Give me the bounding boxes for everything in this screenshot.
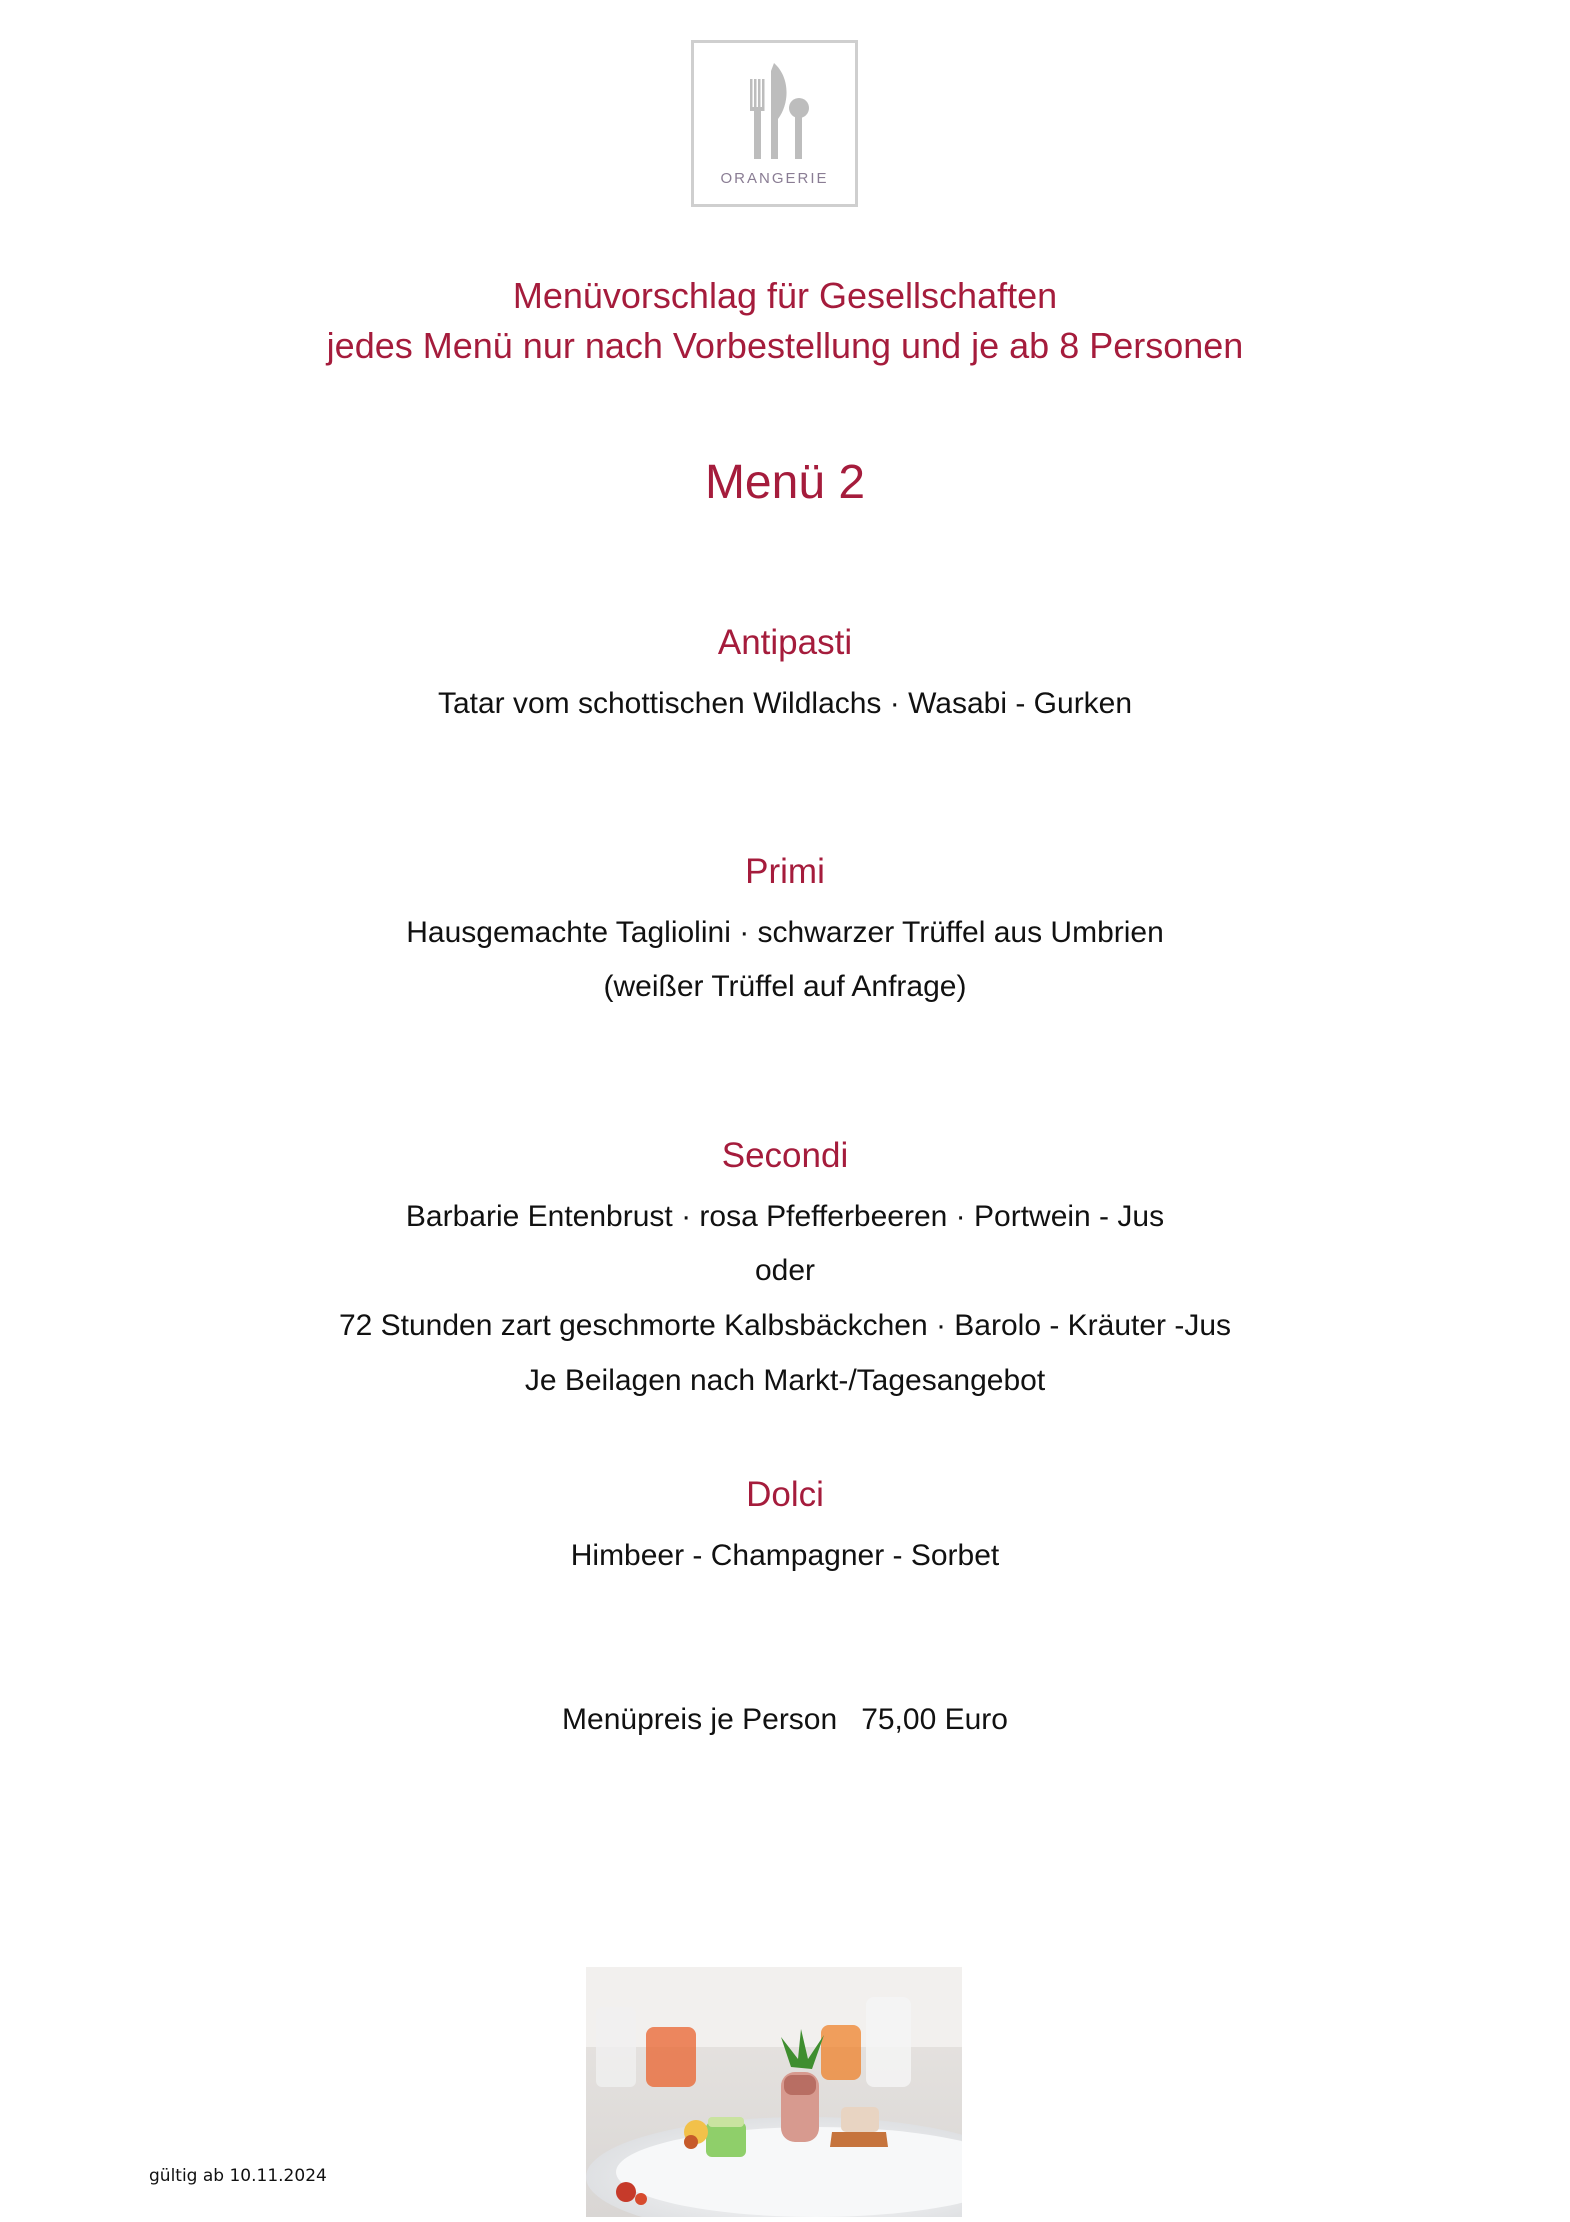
section-line: Himbeer - Champagner - Sorbet [570, 1539, 1000, 1572]
intro-line-2: jedes Menü nur nach Vorbestellung und je ab 8 Personen [326, 325, 1244, 366]
section-line: 72 Stunden zart geschmorte Kalbsbäckchen · Barolo - Kräuter -Jus [338, 1309, 1232, 1342]
section-line: Tatar vom schottischen Wildlachs · Wasabi - Gurken [437, 687, 1133, 720]
section-line: Je Beilagen nach Markt-/Tagesangebot [524, 1364, 1046, 1397]
price-label: Menüpreis je Person [562, 1703, 838, 1736]
price-value: 75,00 Euro [861, 1703, 1008, 1736]
food-photo [586, 1967, 962, 2217]
section-line: oder [754, 1254, 816, 1287]
section-title-dolci: Dolci [746, 1475, 824, 1514]
section-line: Hausgemachte Tagliolini · schwarzer Trüffel aus Umbrien [406, 916, 1164, 949]
section-title-antipasti: Antipasti [717, 623, 853, 662]
price-line [0, 1700, 1570, 1740]
menu-title: Menü 2 [704, 456, 866, 509]
section-line: Barbarie Entenbrust · rosa Pfefferbeeren · Portwein - Jus [405, 1200, 1165, 1233]
validity-note: gültig ab 10.11.2024 [149, 2166, 327, 2186]
section-title-primi: Primi [745, 852, 825, 891]
intro-line-1: Menüvorschlag für Gesellschaften [512, 275, 1058, 316]
section-line: (weißer Trüffel auf Anfrage) [603, 970, 967, 1003]
logo-text: ORANGERIE [720, 170, 829, 187]
section-title-secondi: Secondi [721, 1136, 849, 1175]
